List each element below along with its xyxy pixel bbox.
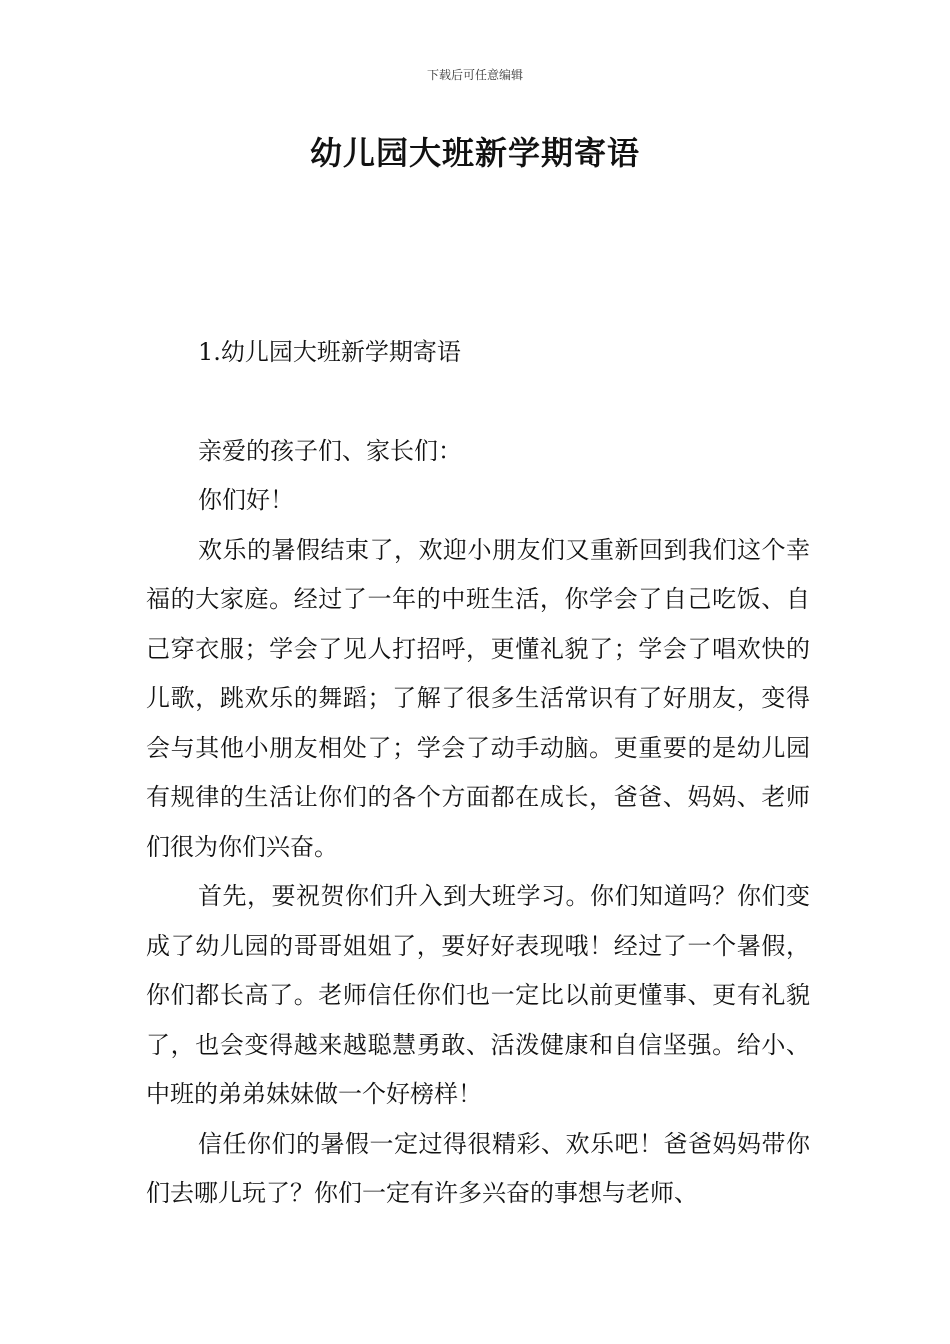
paragraph: 信任你们的暑假一定过得很精彩、欢乐吧！爸爸妈妈带你们去哪儿玩了？你们一定有许多兴奋的事想与老师、	[146, 1129, 810, 1207]
document-title: 幼儿园大班新学期寄语	[309, 134, 640, 172]
greeting: 你们好！	[198, 486, 294, 514]
paragraph: 首先，要祝贺你们升入到大班学习。你们知道吗？你们变成了幼儿园的哥哥姐姐了，要好好表现哦！经过了一个暑假，你们都长高了。老师信任你们也一定比以前更懂事、更有礼貌了，也会变得越来越聪慧勇敢、活泼健康和自信坚强。给小、中班的弟弟妹妹做一个好榜样！	[146, 882, 810, 1108]
section-heading: 1.幼儿园大班新学期寄语	[198, 338, 461, 366]
salutation: 亲爱的孩子们、家长们：	[198, 436, 462, 465]
document-body	[146, 328, 810, 1219]
paragraph: 欢乐的暑假结束了，欢迎小朋友们又重新回到我们这个幸福的大家庭。经过了一年的中班生活，你学会了自己吃饭、自己穿衣服；学会了见人打招呼，更懂礼貌了；学会了唱欢快的儿歌，跳欢乐的舞蹈；了解了很多生活常识有了好朋友，变得会与其他小朋友相处了；学会了动手动脑。更重要的是幼儿园有规律的生活让你们的各个方面都在成长，爸爸、妈妈、老师们很为你们兴奋。	[146, 535, 810, 861]
header-note: 下载后可任意编辑	[426, 68, 523, 82]
